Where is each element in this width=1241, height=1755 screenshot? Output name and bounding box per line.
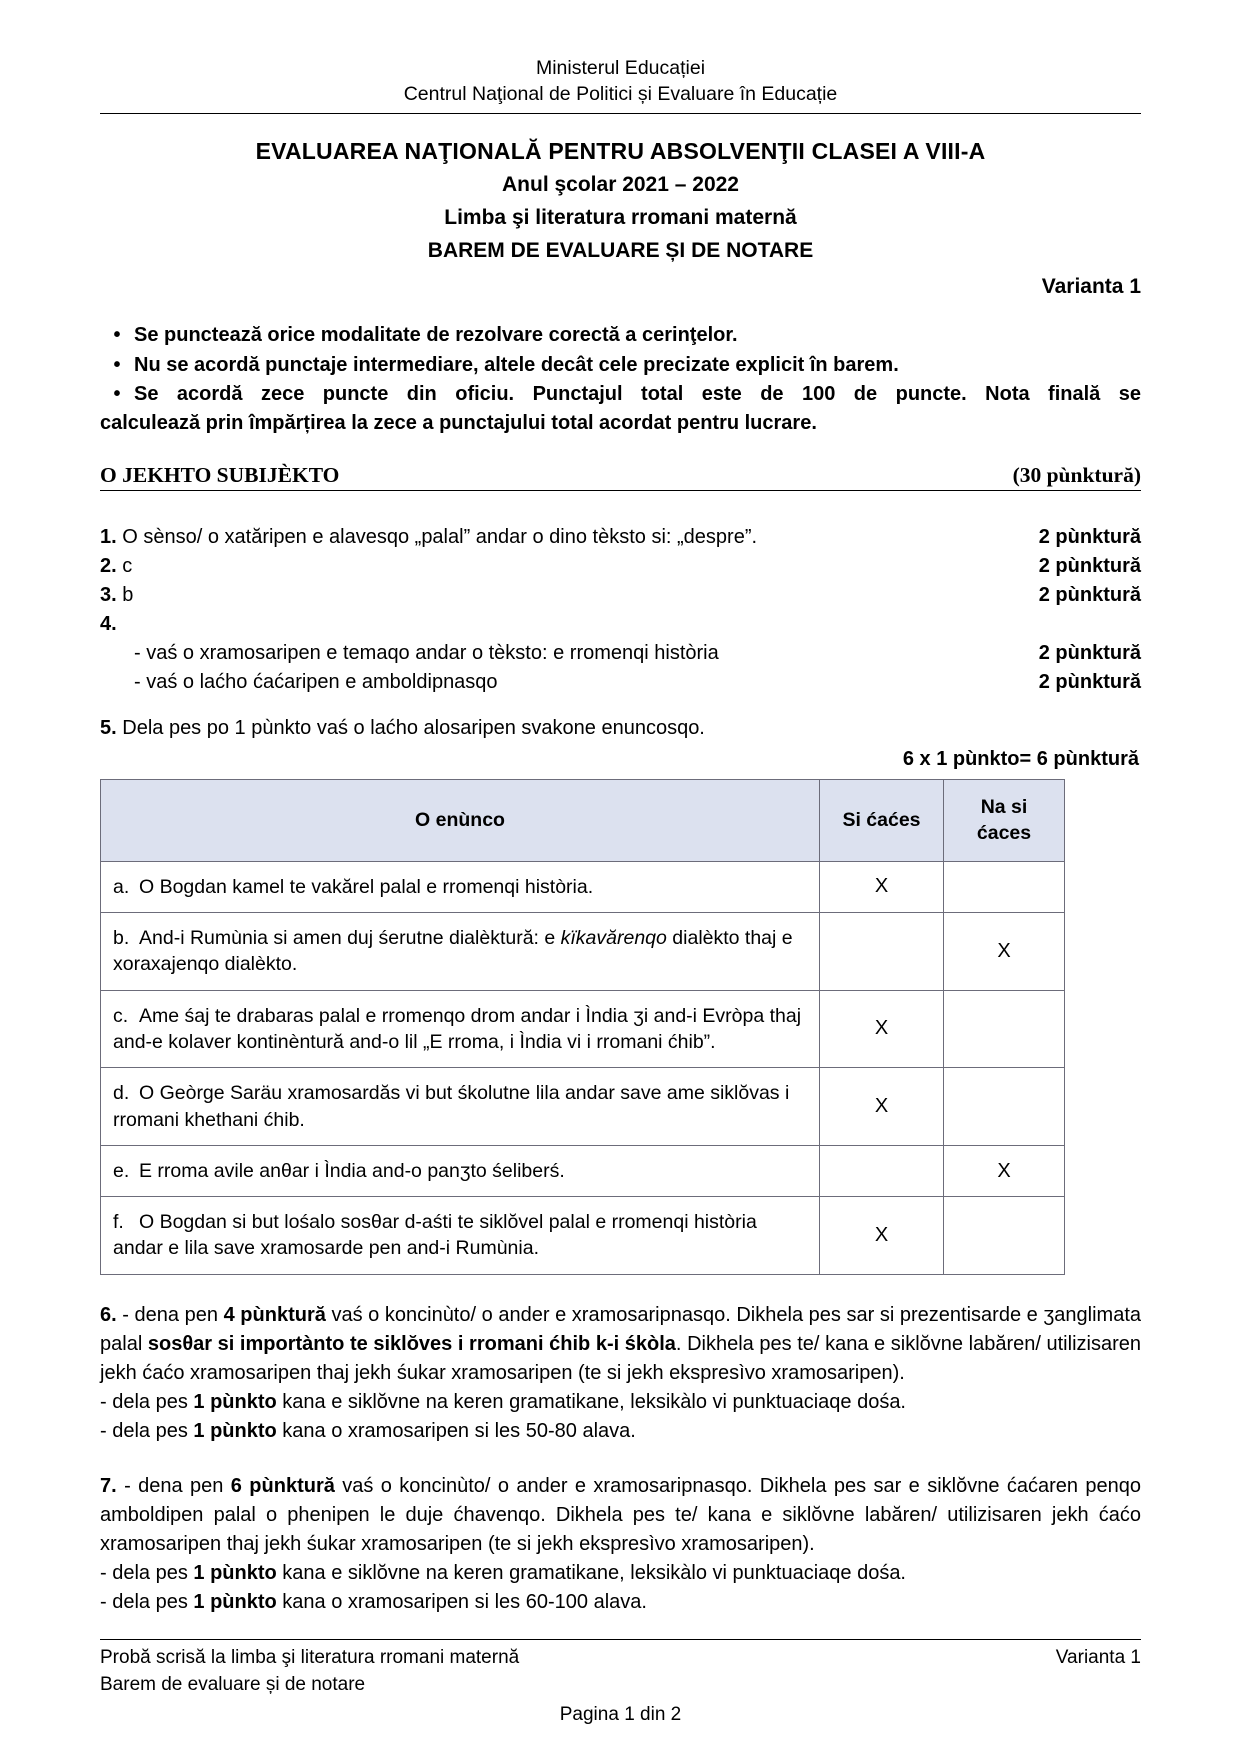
q6-d2-c: kana o xramosaripen si les 50-80 alava.: [276, 1419, 636, 1442]
answer-no-cell[interactable]: X: [944, 1145, 1065, 1196]
answer-subtext: - vaś o xramosaripen e temaqo andar o tèksto: e rromenqi història: [134, 642, 719, 665]
document-header: [100, 56, 1141, 107]
subject-header: [100, 463, 1141, 491]
answer-points: 2 pùnktură: [1038, 555, 1141, 578]
answer-row: [100, 610, 1141, 639]
instruction-text-line1: Se acordă zece puncte din oficiu. Punctajul total este de 100 de puncte. Nota finală se: [134, 383, 1141, 406]
statement-cell: [101, 990, 820, 1068]
statement-text: E rroma avile anθar i Ìndia and-o panʒto śeliberś.: [139, 1159, 565, 1182]
header-divider: [100, 113, 1141, 114]
table-header-no-line1: Na si: [980, 796, 1028, 819]
answer-yes-cell[interactable]: X: [820, 1197, 944, 1275]
footer-exam-name: Probă scrisă la limba şi literatura rromani maternă: [100, 1647, 520, 1669]
answers-list: [100, 523, 1141, 697]
answer-number: 1.: [100, 526, 117, 549]
instructions-list: [100, 321, 1141, 437]
table-row: [101, 990, 1065, 1068]
answer-body: O sènso/ o xatăripen e alavesqo „palal” andar o dino tèksto si: „despre”.: [122, 526, 758, 549]
answer-points: 2 pùnktură: [1038, 584, 1141, 607]
answer-subrow: [134, 639, 1141, 668]
q7-d1-points: 1 pùnkto: [193, 1561, 277, 1584]
q7-d1-a: - dela pes: [100, 1561, 194, 1584]
table-row: [101, 861, 1065, 912]
school-year: Anul şcolar 2021 – 2022: [502, 173, 739, 197]
table-row: [101, 1068, 1065, 1146]
answer-yes-cell[interactable]: [820, 1145, 944, 1196]
footer-variant: Varianta 1: [1055, 1647, 1141, 1669]
bullet-icon: •: [113, 353, 121, 376]
q6-points-1: 4 pùnktură: [223, 1303, 326, 1326]
question5-text: Dela pes po 1 pùnkto vaś o laćho alosaripen svakone enuncosqo.: [122, 717, 705, 740]
variant-label: Varianta 1: [1041, 275, 1141, 299]
answer-no-cell[interactable]: [944, 1068, 1065, 1146]
statement-label: f.: [113, 1211, 124, 1234]
instruction-item: [100, 380, 1141, 437]
statements-table: [100, 779, 1065, 1275]
q6-d1-points: 1 pùnkto: [193, 1390, 277, 1413]
instruction-text: Se punctează orice modalitate de rezolvare corectă a cerinţelor.: [134, 324, 738, 347]
answer-number: 4.: [100, 613, 117, 636]
answer-text: [100, 552, 1039, 581]
q6-seg-a: - dena pen: [116, 1303, 224, 1326]
exam-title: EVALUAREA NAŢIONALĂ PENTRU ABSOLVENŢII CLASEI A VIII-A: [255, 138, 986, 165]
question7-number: 7.: [100, 1474, 117, 1497]
document-type: BAREM DE EVALUARE ȘI DE NOTARE: [427, 239, 814, 263]
statement-cell: [101, 861, 820, 912]
answer-row: [100, 523, 1141, 552]
q7-points-1: 6 pùnktură: [230, 1474, 335, 1497]
question5-total-points: 6 x 1 pùnkto= 6 pùnktură: [902, 748, 1139, 771]
answer-body: c: [122, 555, 133, 578]
statement-emphasis: kïkavărenqo: [560, 926, 667, 949]
q7-d2-c: kana o xramosaripen si les 60-100 alava.: [276, 1590, 647, 1613]
q7-seg-a: - dena pen: [116, 1474, 231, 1497]
answer-points: 2 pùnktură: [1038, 526, 1141, 549]
question7-paragraph: [100, 1472, 1141, 1559]
subject-name: Limba şi literatura rromani maternă: [444, 206, 797, 230]
table-row: [101, 912, 1065, 990]
table-header-row: [101, 780, 1065, 862]
instruction-text: [100, 380, 1141, 437]
statement-text: O Geòrge Saräu xramosardăs vi but śkolutne lila andar save ame siklŏvas i rromani khethani ćhib.: [113, 1082, 790, 1131]
statement-cell: [101, 912, 820, 990]
q7-d2-points: 1 pùnkto: [193, 1590, 277, 1613]
question6-block: [100, 1301, 1141, 1446]
question7-subitem-1: [100, 1559, 1141, 1588]
answer-row: [100, 552, 1141, 581]
instruction-text: Nu se acordă punctaje intermediare, altele decât cele precizate explicit în barem.: [134, 353, 899, 376]
statement-text: And-i Rumùnia si amen duj śerutne dialèktură: e: [139, 926, 561, 949]
q6-seg-e: . Dikhela pes te/ kana e siklŏvne labăren/ utilizisaren jekh ćaćo xramosaripen thaj jekh śukar xramosaripen (te si jekh ekspresìvo xramosaripen).: [100, 1332, 1141, 1384]
answer-yes-cell[interactable]: X: [820, 1068, 944, 1146]
instruction-text-line2: calculează prin împărțirea la zece a punctajului total acordat pentru lucrare.: [100, 411, 817, 434]
q7-seg-c: vaś o koncinùto/ o ander e xramosaripnasqo. Dikhela pes sar e siklŏvne ćaćaren penqo amboldipen palal o phenipen le duje ćhavenqo. Dikhela pes te/ kana e siklŏvne labăren/ utilizisaren jekh ćaćo xramosaripen thaj jekh śukar xramosaripen (te si jekh ekspresìvo xramosaripen).: [100, 1474, 1141, 1555]
statement-label: b.: [113, 926, 130, 949]
answer-body: b: [122, 584, 134, 607]
answer-no-cell[interactable]: [944, 1197, 1065, 1275]
table-header-statement: O enùnco: [101, 780, 820, 862]
statement-label: e.: [113, 1159, 130, 1182]
statement-text-tail: dialèkto thaj e xoraxajenqo dialèkto.: [113, 926, 793, 976]
question6-subitem-1: [100, 1388, 1141, 1417]
answer-yes-cell[interactable]: [820, 912, 944, 990]
q6-d2-a: - dela pes: [100, 1419, 194, 1442]
answer-subpoints: 2 pùnktură: [1038, 642, 1141, 665]
answer-text: [100, 581, 1039, 610]
question5-number: 5.: [100, 717, 117, 740]
footer-divider: [100, 1639, 1141, 1640]
statement-text: O Bogdan kamel te vakărel palal e rromenqi història.: [139, 875, 594, 898]
statement-cell: [101, 1145, 820, 1196]
question6-number: 6.: [100, 1303, 117, 1326]
evaluation-center-name: Centrul Naţional de Politici și Evaluare în Educație: [403, 82, 838, 105]
question6-subitem-2: [100, 1417, 1141, 1446]
question6-paragraph: [100, 1301, 1141, 1388]
page-footer: [100, 1639, 1141, 1729]
q6-topic: sosθar si importànto te siklŏves i rromani ćhib k-i śkòla: [147, 1332, 676, 1355]
table-header-yes: Si ćaćes: [820, 780, 944, 862]
answer-yes-cell[interactable]: X: [820, 861, 944, 912]
bullet-icon: •: [113, 324, 121, 347]
statement-label: d.: [113, 1082, 130, 1105]
answer-number: 2.: [100, 555, 117, 578]
answer-text: [100, 610, 1141, 639]
question5-intro: [100, 717, 1141, 740]
subject-label: O JEKHTO SUBIJÈKTO: [100, 463, 340, 488]
answer-subtext: - vaś o laćho ćaćaripen e amboldipnasqo: [134, 671, 498, 694]
q7-d1-c: kana e siklŏvne na keren gramatikane, leksikàlo vi punktuaciaqe dośa.: [276, 1561, 906, 1584]
answer-yes-cell[interactable]: X: [820, 990, 944, 1068]
answer-text: [100, 523, 1039, 552]
table-header-no: [944, 780, 1065, 862]
question7-block: [100, 1472, 1141, 1617]
q6-d1-a: - dela pes: [100, 1390, 194, 1413]
answer-row: [100, 581, 1141, 610]
answer-no-cell[interactable]: X: [944, 912, 1065, 990]
footer-top-row: [100, 1645, 1141, 1672]
statement-cell: [101, 1068, 820, 1146]
answer-subpoints: 2 pùnktură: [1038, 671, 1141, 694]
question7-subitem-2: [100, 1588, 1141, 1617]
title-block: [100, 138, 1141, 263]
q6-d2-points: 1 pùnkto: [193, 1419, 277, 1442]
statement-label: a.: [113, 875, 130, 898]
q7-d2-a: - dela pes: [100, 1590, 194, 1613]
statement-text: O Bogdan si but lośalo sosθar d-aśti te siklŏvel palal e rromenqi història andar e lila save xramosarde pen and-i Rumùnia.: [113, 1211, 757, 1260]
bullet-icon: •: [113, 383, 121, 406]
ministry-name: Ministerul Educației: [535, 57, 706, 79]
subject-points: (30 pùnktură): [1012, 463, 1141, 488]
q6-seg-c: vaś o koncinùto/ o ander e xramosaripnasqo. Dikhela pes sar si prezentisarde e ʒanglimata palal: [100, 1303, 1141, 1355]
instruction-item: [100, 321, 1141, 349]
answer-no-cell[interactable]: [944, 990, 1065, 1068]
instruction-item: [100, 351, 1141, 379]
answer-number: 3.: [100, 584, 117, 607]
table-row: [101, 1145, 1065, 1196]
table-row: [101, 1197, 1065, 1275]
statement-text: Ame śaj te drabaras palal e rromenqo drom andar i Ìndia ʒi and-i Evròpa thaj and-e kolaver kontinèntură and-o lil „E rroma, i Ìndia vi i rromani ćhib”.: [113, 1004, 802, 1053]
table-header-no-line2: ćaces: [976, 822, 1032, 845]
answer-no-cell[interactable]: [944, 861, 1065, 912]
footer-doc-type: Barem de evaluare și de notare: [100, 1673, 366, 1695]
statement-label: c.: [113, 1004, 129, 1027]
statement-cell: [101, 1197, 820, 1275]
answer-subrow: [134, 668, 1141, 697]
q6-d1-c: kana e siklŏvne na keren gramatikane, leksikàlo vi punktuaciaqe dośa.: [276, 1390, 906, 1413]
footer-page-number: Pagina 1 din 2: [559, 1704, 682, 1726]
